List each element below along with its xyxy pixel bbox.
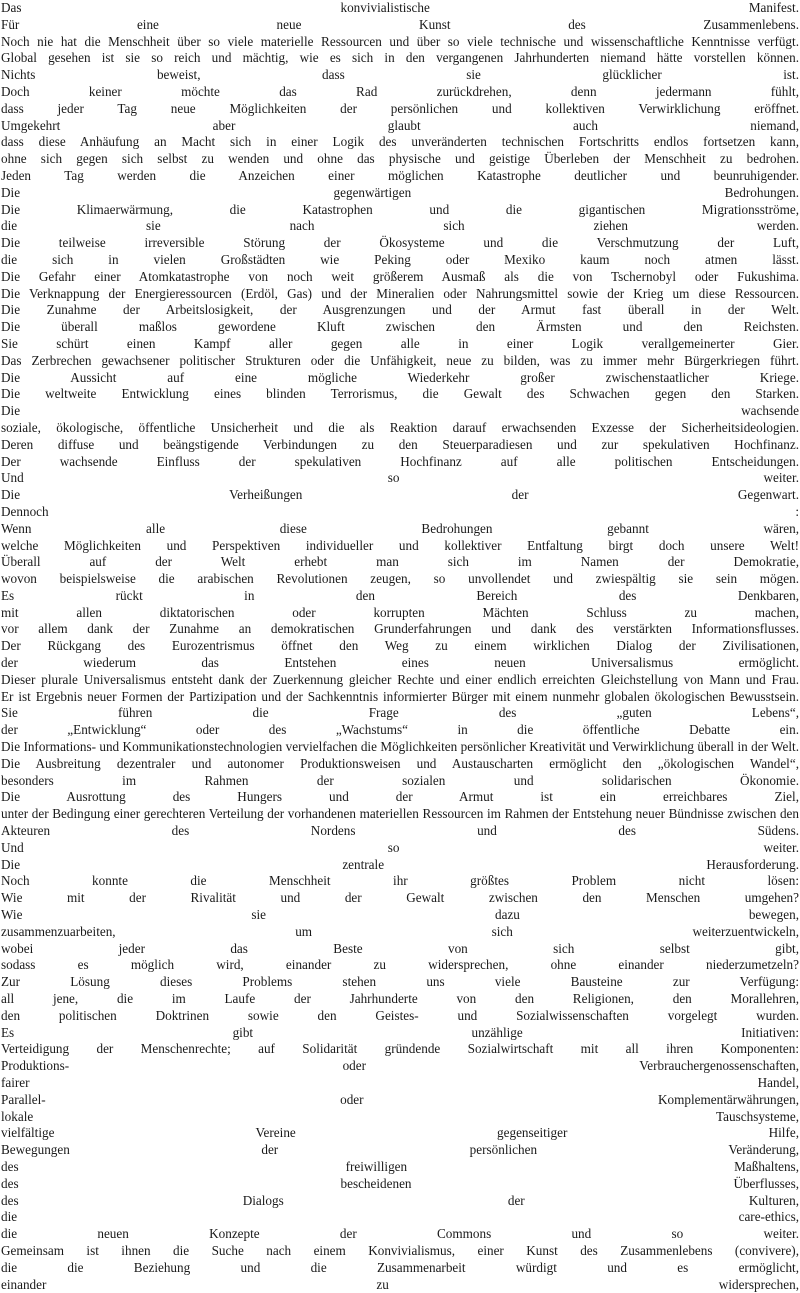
text-line: Es rückt in den Bereich des Denkbaren, <box>1 587 799 603</box>
text-line: Und so weiter. <box>1 470 799 486</box>
text-line: lokale Tauschsysteme, <box>1 1108 799 1124</box>
text-line: Global gesehen ist sie so reich und mächtig, wie es sich in den vergangenen Jahrhunderten niemand hätte vorstellen können. <box>1 50 799 66</box>
text-line: Dennoch : <box>1 503 799 519</box>
text-line: einander zu widersprechen, <box>1 1276 799 1292</box>
text-line: zusammenzuarbeiten, um sich weiterzuentwickeln, <box>1 923 799 939</box>
text-line: Die wachsende <box>1 403 799 419</box>
text-line: Verteidigung der Menschenrechte; auf Solidarität gründende Sozialwirtschaft mit all ihren Komponenten: <box>1 1041 799 1057</box>
text-line: besonders im Rahmen der sozialen und solidarischen Ökonomie. <box>1 772 799 788</box>
text-line: Sie schürt einen Kampf aller gegen alle in einer Logik verallgemeinerter Gier. <box>1 335 799 351</box>
text-line: Sie führen die Frage des „guten Lebens“, <box>1 705 799 721</box>
text-line: der „Entwicklung“ oder des „Wachstums“ in die öffentliche Debatte ein. <box>1 722 799 738</box>
text-line: Die Verknappung der Energieressourcen (Erdöl, Gas) und der Mineralien oder Nahrungsmittel sowie der Krieg um diese Ressourcen. <box>1 285 799 301</box>
text-line: Und so weiter. <box>1 839 799 855</box>
text-line: ohne sich gegen sich selbst zu wenden und ohne das physische und geistige Überleben der Menschheit zu bedrohen. <box>1 151 799 167</box>
text-line: Wenn alle diese Bedrohungen gebannt wären, <box>1 520 799 536</box>
text-line: Die Zunahme der Arbeitslosigkeit, der Ausgrenzungen und der Armut fast überall in der Welt. <box>1 302 799 318</box>
text-line: Die Klimaerwärmung, die Katastrophen und die gigantischen Migrationsströme, <box>1 201 799 217</box>
text-line: Noch konnte die Menschheit ihr größtes Problem nicht lösen: <box>1 873 799 889</box>
text-line: Das Zerbrechen gewachsener politischer Strukturen oder die Unfähigkeit, neue zu bilden, was zu immer mehr Bürgerkriegen führt. <box>1 352 799 368</box>
text-line: Bewegungen der persönlichen Veränderung, <box>1 1142 799 1158</box>
text-line: Der wachsende Einfluss der spekulativen Hochfinanz auf alle politischen Entscheidungen. <box>1 453 799 469</box>
text-line: dass jeder Tag neue Möglichkeiten der persönlichen und kollektiven Verwirklichung eröffnet. <box>1 100 799 116</box>
text-line: des freiwilligen Maßhaltens, <box>1 1158 799 1174</box>
text-line: mit allen diktatorischen oder korrupten Mächten Schluss zu machen, <box>1 604 799 620</box>
text-line: Deren diffuse und beängstigende Verbindungen zu den Steuerparadiesen und zur spekulativen Hochfinanz. <box>1 436 799 452</box>
text-line: den politischen Doktrinen sowie den Geistes- und Sozialwissenschaften vorgelegt wurden. <box>1 1007 799 1023</box>
text-line: Es gibt unzählige Initiativen: <box>1 1024 799 1040</box>
text-line: Die Ausbreitung dezentraler und autonomer Produktionsweisen und Austauscharten ermöglicht den „ökologischen Wandel“, <box>1 755 799 771</box>
text-line: vor allem dank der Zunahme an demokratischen Grunderfahrungen und dank des verstärkten Informationsflusses. <box>1 621 799 637</box>
text-line: vielfältige Vereine gegenseitiger Hilfe, <box>1 1125 799 1141</box>
text-line: die care-ethics, <box>1 1209 799 1225</box>
text-line: Nichts beweist, dass sie glücklicher ist. <box>1 67 799 83</box>
text-line: Akteuren des Nordens und des Südens. <box>1 823 799 839</box>
text-line: Doch keiner möchte das Rad zurückdrehen, denn jedermann fühlt, <box>1 83 799 99</box>
text-line: Wie mit der Rivalität und der Gewalt zwischen den Menschen umgehen? <box>1 890 799 906</box>
text-line: die die Beziehung und die Zusammenarbeit würdigt und es ermöglicht, <box>1 1259 799 1275</box>
text-line: der wiederum das Entstehen eines neuen Universalismus ermöglicht. <box>1 655 799 671</box>
text-line: die sie nach sich ziehen werden. <box>1 218 799 234</box>
text-line: des bescheidenen Überflusses, <box>1 1175 799 1191</box>
text-line: Die Gefahr einer Atomkatastrophe von noch weit größerem Ausmaß als die von Tschernobyl oder Fukushima. <box>1 268 799 284</box>
text-line: Zur Lösung dieses Problems stehen uns viele Bausteine zur Verfügung: <box>1 974 799 990</box>
text-line: Die überall maßlos gewordene Kluft zwischen den Ärmsten und den Reichsten. <box>1 319 799 335</box>
text-line: Produktions- oder Verbrauchergenossenschaften, <box>1 1058 799 1074</box>
text-line: Die gegenwärtigen Bedrohungen. <box>1 184 799 200</box>
text-line: Dieser plurale Universalismus entsteht dank der Zuerkennung gleicher Rechte und einer endlich erreichten Gleichstellung von Mann und Frau. <box>1 671 799 687</box>
text-line: wobei jeder das Beste von sich selbst gibt, <box>1 940 799 956</box>
text-line: Gemeinsam ist ihnen die Suche nach einem Konvivialismus, einer Kunst des Zusammenlebens (convivere), <box>1 1242 799 1258</box>
text-line: Parallel- oder Komplementärwährungen, <box>1 1091 799 1107</box>
text-line: fairer Handel, <box>1 1075 799 1090</box>
text-line: dass diese Anhäufung an Macht sich in einer Logik des unveränderten technischen Fortschritts endlos fortsetzen kann, <box>1 134 799 150</box>
text-line: Der Rückgang des Eurozentrismus öffnet den Weg zu einem wirklichen Dialog der Zivilisationen, <box>1 638 799 654</box>
text-line: die sich in vielen Großstädten wie Peking oder Mexiko kaum noch atmen lässt. <box>1 251 799 267</box>
text-line: Umgekehrt aber glaubt auch niemand, <box>1 117 799 133</box>
text-line: sodass es möglich wird, einander zu widersprechen, ohne einander niederzumetzeln? <box>1 957 799 973</box>
text-line: Die Ausrottung des Hungers und der Armut ist ein erreichbares Ziel, <box>1 789 799 805</box>
text-line: all jene, die im Laufe der Jahrhunderte von den Religionen, den Morallehren, <box>1 991 799 1007</box>
text-line: die neuen Konzepte der Commons und so weiter. <box>1 1226 799 1242</box>
text-line: Die Verheißungen der Gegenwart. <box>1 487 799 503</box>
text-line: Die zentrale Herausforderung. <box>1 856 799 872</box>
text-line: wovon beispielsweise die arabischen Revolutionen zeugen, so unvollendet und zwiespältig sie sein mögen. <box>1 571 799 587</box>
text-line: welche Möglichkeiten und Perspektiven individueller und kollektiver Entfaltung birgt doch unsere Welt! <box>1 537 799 553</box>
text-line: Die weltweite Entwicklung eines blinden Terrorismus, die Gewalt des Schwachen gegen den Starken. <box>1 386 799 402</box>
text-line: Überall auf der Welt erhebt man sich im Namen der Demokratie, <box>1 554 799 570</box>
text-line: Das konvivialistische Manifest. <box>1 0 799 15</box>
text-line: Die Aussicht auf eine mögliche Wiederkehr großer zwischenstaatlicher Kriege. <box>1 369 799 385</box>
manifesto-text <box>1 0 799 1293</box>
text-line: Wie sie dazu bewegen, <box>1 907 799 923</box>
text-line: Die Informations- und Kommunikationstechnologien vervielfachen die Möglichkeiten persönlicher Kreativität und Verwirklichung überall in der Welt. <box>1 739 799 755</box>
text-line: Die teilweise irreversible Störung der Ökosysteme und die Verschmutzung der Luft, <box>1 235 799 251</box>
text-line: des Dialogs der Kulturen, <box>1 1192 799 1208</box>
text-line: Jeden Tag werden die Anzeichen einer möglichen Katastrophe deutlicher und beunruhigender. <box>1 167 799 183</box>
text-line: unter der Bedingung einer gerechteren Verteilung der vorhandenen materiellen Ressourcen im Rahmen der Entstehung neuer Bündnisse zwischen den <box>1 806 799 822</box>
text-line: Noch nie hat die Menschheit über so viele materielle Ressourcen und über so viele technische und wissenschaftliche Kenntnisse verfügt. <box>1 33 799 49</box>
text-line: Er ist Ergebnis neuer Formen der Partizipation und der Sachkenntnis informierter Bürger mit einem nunmehr globalen ökologischen Bewusstsein. <box>1 688 799 704</box>
text-line: Für eine neue Kunst des Zusammenlebens. <box>1 16 799 32</box>
text-line: soziale, ökologische, öffentliche Unsicherheit und die als Reaktion darauf erwachsenden Exzesse der Sicherheitsideologien. <box>1 419 799 435</box>
